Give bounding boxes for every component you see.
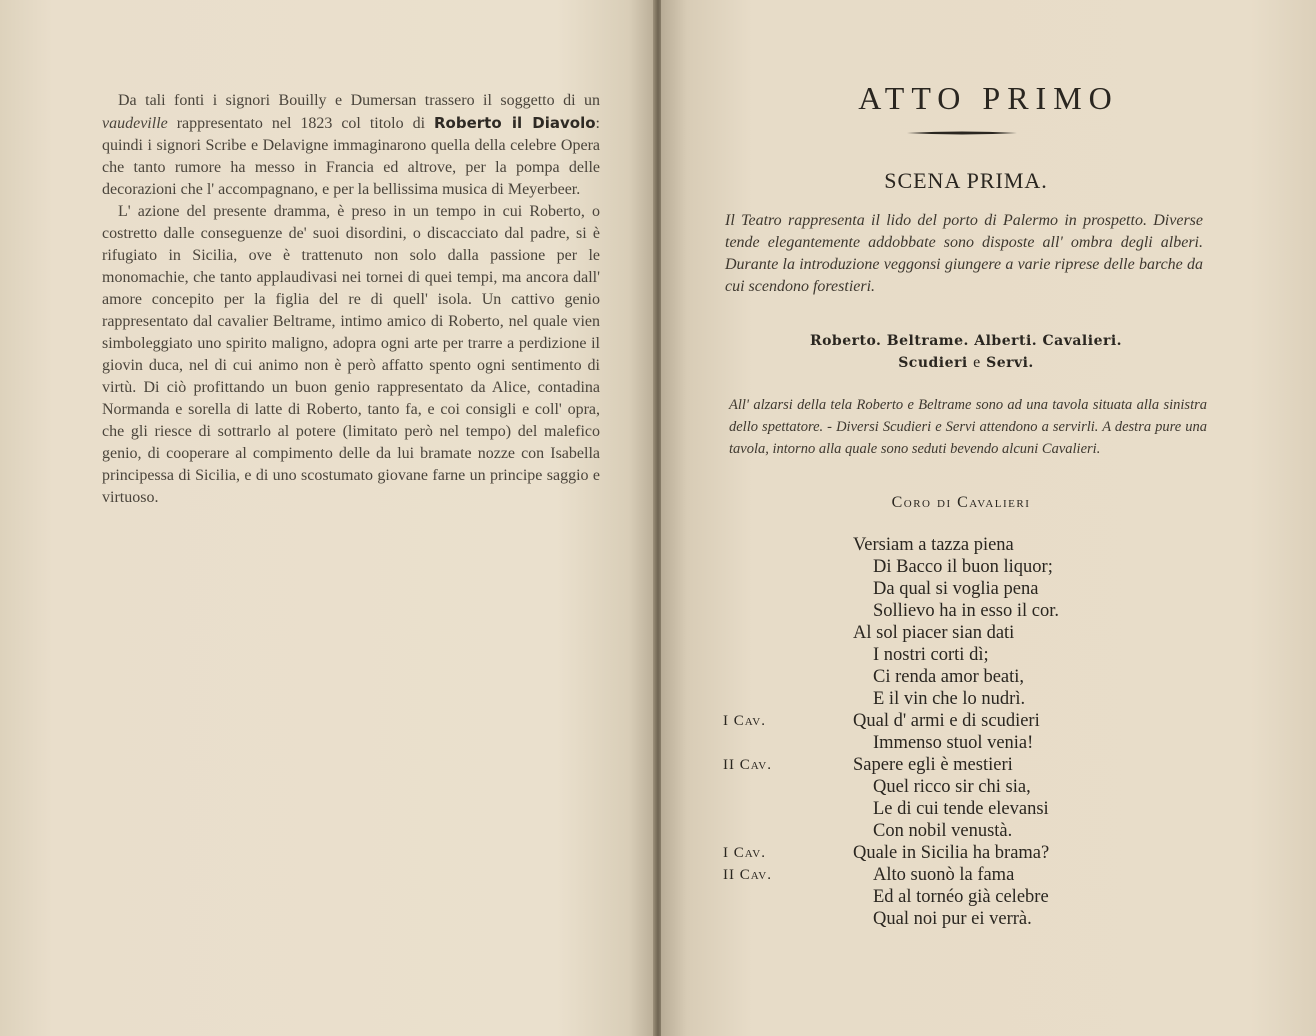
- character-name: Scudieri: [898, 355, 968, 371]
- verse-line: [723, 578, 1283, 600]
- verse-line: [723, 820, 1283, 842]
- speaker-label: II Cav.: [723, 867, 772, 883]
- verse-line: [723, 754, 1283, 776]
- paragraph-2: [102, 201, 600, 509]
- verse-text: Ci renda amor beati,: [873, 667, 1025, 687]
- verse-line: [723, 644, 1283, 666]
- verse-line: [723, 710, 1283, 732]
- verse-text: Ed al tornéo già celebre: [873, 887, 1049, 907]
- verse-line: [723, 622, 1283, 644]
- paragraph-1: [102, 90, 600, 201]
- verse-line: [723, 556, 1283, 578]
- verse-text: E il vin che lo nudrì.: [873, 689, 1026, 709]
- verse-text: Quale in Sicilia ha brama?: [853, 843, 1050, 863]
- verse-line: [723, 886, 1283, 908]
- verse-text: Alto suonò la fama: [873, 865, 1015, 885]
- verse-text: Le di cui tende elevansi: [873, 799, 1049, 819]
- verse-line: [723, 732, 1283, 754]
- verse-text: Quel ricco sir chi sia,: [873, 777, 1031, 797]
- text-run: : quindi i signori Scribe e Delavigne immaginarono quella della celebre Opera che tanto rumore ha messo in Francia ed altrove, per la pompa delle decorazioni che l' accompagnano, e per la bellissima musica di Meyerbeer.: [102, 115, 600, 198]
- verse-line: [723, 842, 1283, 864]
- act-title: ATTO PRIMO: [858, 80, 1119, 116]
- right-page: [661, 0, 1316, 1036]
- bold-run: Roberto il Diavolo: [434, 114, 596, 132]
- verse-line: [723, 600, 1283, 622]
- character-name: Servi.: [986, 355, 1034, 371]
- verse-text: Con nobil venustà.: [873, 821, 1013, 841]
- verse-line: [723, 534, 1283, 556]
- verse-line: [723, 688, 1283, 710]
- text-run: rappresentato nel 1823 col titolo di: [167, 115, 434, 132]
- verse-line: [723, 666, 1283, 688]
- preface-text: [102, 90, 600, 509]
- speaker-label: II Cav.: [723, 757, 772, 773]
- text-run: Da tali fonti i signori Bouilly e Dumersan trassero il soggetto di un: [118, 92, 600, 109]
- verse-text: Da qual si voglia pena: [873, 579, 1039, 599]
- verse-line: [723, 798, 1283, 820]
- verse-text: Sollievo ha in esso il cor.: [873, 601, 1060, 621]
- verse-line: [723, 908, 1283, 930]
- verse-text: Qual noi pur ei verrà.: [873, 909, 1032, 929]
- verse-line: [723, 864, 1283, 886]
- scene-title: SCENA PRIMA.: [884, 168, 1048, 193]
- conjunction: e: [973, 354, 981, 371]
- verse-text: Al sol piacer sian dati: [853, 623, 1015, 643]
- verse-text: Sapere egli è mestieri: [853, 755, 1013, 775]
- stage-direction: Il Teatro rappresenta il lido del porto di Palermo in prospetto. Diverse tende elegantemente addobbate sono disposte all' ombra degli alberi. Durante la introduzione veggonsi giungere a varie riprese delle barche da cui scendono forestieri.: [725, 212, 1203, 295]
- verse-text: Versiam a tazza piena: [853, 535, 1014, 555]
- ornamental-rule: [907, 130, 1017, 136]
- verse-text: I nostri corti dì;: [873, 645, 989, 665]
- chorus-title: Coro di Cavalieri: [891, 494, 1031, 511]
- speaker-label: I Cav.: [723, 845, 766, 861]
- stage-direction-2: All' alzarsi della tela Roberto e Beltrame sono ad una tavola situata alla sinistra dello spettatore. - Diversi Scudieri e Servi attendono a servirli. A destra pure una tavola, intorno alla quale sono seduti bevendo alcuni Cavalieri.: [729, 397, 1207, 457]
- character-list-line-1: Roberto. Beltrame. Alberti. Cavalieri.: [809, 333, 1123, 349]
- text-run: L' azione del presente dramma, è preso in un tempo in cui Roberto, o costretto dalle conseguenze de' suoi disordini, o discacciato dal padre, si è rifugiato in Sicilia, ove è trattenuto non solo dalla passione per le monomachie, che tanto applaudivasi nei tornei di quei tempi, ma ancora dall' amore concepito per la figlia del re di quell' isola. Un cattivo genio rappresentato dal cavalier Beltrame, intimo amico di Roberto, nel quale vien simboleggiato uno spirito maligno, adopra ogni arte per trarre a perdizione il giovin duca, nel di cui animo non è però affatto spento ogni sentimento di virtù. Di ciò profittando un buon genio rappresentato da Alice, contadina Normanda e sorella di latte di Roberto, tanto fa, e coi consigli e coll' opra, che gli riesce di sottrarlo al potere (limitato però nel tempo) del malefico genio, di cooperare al compimento delle da lui bramate nozze con Isabella principessa di Sicilia, e di uno scostumato giovane farne un principe saggio e virtuoso.: [102, 203, 600, 506]
- left-page: [0, 0, 655, 1036]
- speaker-label: I Cav.: [723, 713, 766, 729]
- character-list-line-2: [751, 352, 1181, 374]
- character-list: [751, 330, 1181, 374]
- verse-text: Immenso stuol venia!: [873, 733, 1034, 753]
- italic-run: vaudeville: [102, 115, 168, 132]
- verse-block: [723, 534, 1283, 930]
- verse-text: Di Bacco il buon liquor;: [873, 557, 1053, 577]
- verse-line: [723, 776, 1283, 798]
- verse-text: Qual d' armi e di scudieri: [853, 711, 1040, 731]
